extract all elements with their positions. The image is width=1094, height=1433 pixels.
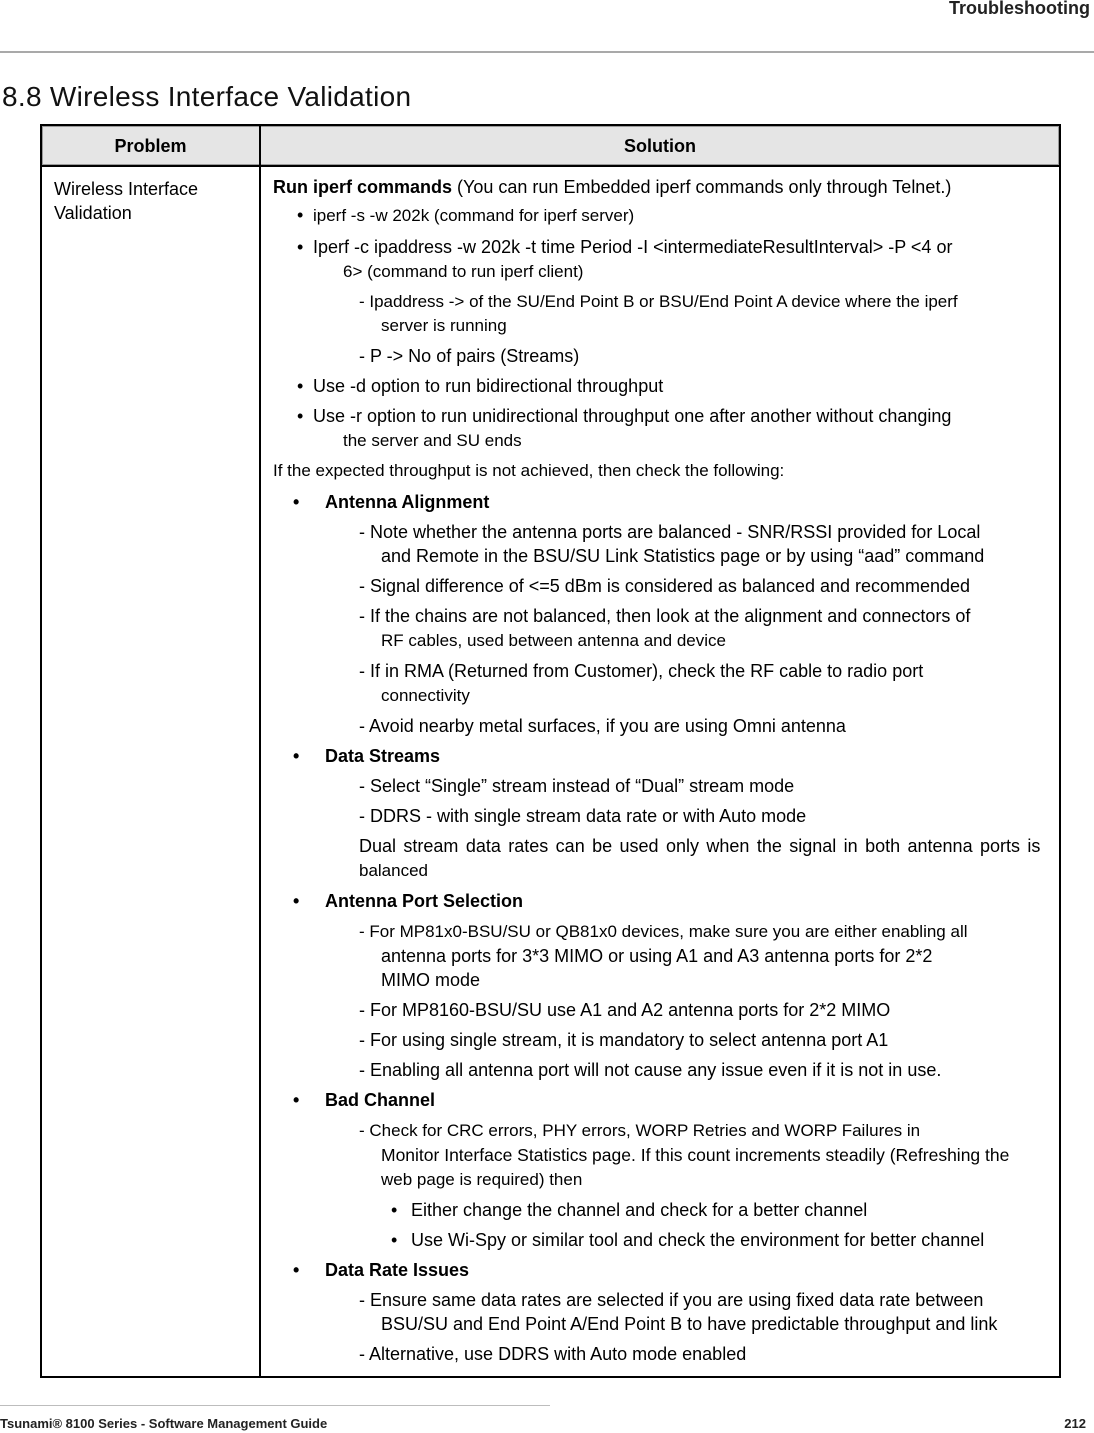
- bullet-opt-r: • Use -r option to run unidirectional throughput one after another without changing the server and SU ends: [273, 404, 1078, 453]
- heading-data-rate: • Data Rate Issues: [293, 1260, 470, 1280]
- run-iperf-heading: Run iperf commands: [273, 177, 453, 197]
- header-problem: Problem: [114, 136, 187, 156]
- bullet-icon: •: [297, 376, 304, 396]
- port-item: - For MP81x0-BSU/SU or QB81x0 devices, make sure you are either enabling all antenna ports for 3*3 MIMO or using A1 and A3 antenna ports for 2*2 MIMO mode: [359, 922, 968, 990]
- troubleshooting-table: [40, 124, 1061, 1378]
- channel-item: - Check for CRC errors, PHY errors, WORP Retries and WORP Failures in Monitor Interface Statistics page. If this count increments steadily (Refreshing the web page is required) then: [359, 1121, 1010, 1189]
- alignment-item: - If the chains are not balanced, then look at the alignment and connectors of RF cables, used between antenna and device: [359, 606, 971, 650]
- bullet-icon: •: [297, 237, 304, 257]
- alignment-item: - If in RMA (Returned from Customer), check the RF cable to radio port connectivity: [359, 661, 924, 705]
- rate-item: - Alternative, use DDRS with Auto mode enabled: [359, 1344, 747, 1364]
- footer-rule: [0, 1405, 550, 1406]
- table-header: [42, 126, 1059, 167]
- alignment-item: - Avoid nearby metal surfaces, if you are using Omni antenna: [359, 716, 846, 736]
- bullet-icon: •: [391, 1230, 398, 1250]
- bullet-server-cmd: • iperf -s -w 202k (command for iperf server): [273, 203, 1078, 228]
- bullet-icon: •: [297, 205, 304, 225]
- streams-item: - Select “Single” stream instead of “Dual” stream mode: [359, 776, 795, 796]
- problem-line: Validation: [54, 203, 132, 223]
- heading-bad-channel: • Bad Channel: [293, 1090, 436, 1110]
- streams-item: - DDRS - with single stream data rate or with Auto mode: [359, 806, 807, 826]
- problem-cell: [54, 177, 254, 225]
- running-header: Troubleshooting: [949, 0, 1090, 18]
- alignment-item: - Note whether the antenna ports are balanced - SNR/RSSI provided for Local and Remote in the BSU/SU Link Statistics page or by using “aad” command: [359, 522, 985, 566]
- heading-data-streams: • Data Streams: [293, 746, 441, 766]
- footer-guide-title: Tsunami® 8100 Series - Software Management Guide: [0, 1416, 328, 1431]
- alignment-item: - Signal difference of <=5 dBm is considered as balanced and recommended: [359, 576, 971, 596]
- bullet-icon: •: [293, 891, 300, 911]
- column-divider: [259, 126, 261, 1376]
- port-item: - For MP8160-BSU/SU use A1 and A2 antenna ports for 2*2 MIMO: [359, 1000, 891, 1020]
- channel-subitem: • Use Wi-Spy or similar tool and check the environment for better channel: [391, 1230, 985, 1250]
- bullet-icon: •: [293, 1090, 300, 1110]
- port-item: - For using single stream, it is mandatory to select antenna port A1: [359, 1030, 889, 1050]
- bullet-opt-d: • Use -d option to run bidirectional throughput: [273, 374, 1078, 398]
- bullet-client-cmd: • Iperf -c ipaddress -w 202k -t time Period -I <intermediateResultInterval> -P <4 or 6> (command to run iperf client): [273, 235, 1078, 284]
- bullet-icon: •: [297, 406, 304, 426]
- bullet-icon: •: [293, 492, 300, 512]
- bullet-icon: •: [293, 746, 300, 766]
- section-title: 8.8 Wireless Interface Validation: [2, 80, 412, 112]
- ipaddress-note: - Ipaddress -> of the SU/End Point B or BSU/End Point A device where the iperf server is running: [359, 292, 958, 335]
- solution-cell: [273, 175, 1078, 1366]
- run-iperf-line: [273, 175, 1078, 199]
- problem-line: Wireless Interface: [54, 179, 199, 199]
- expected-throughput: If the expected throughput is not achieved, then check the following:: [273, 461, 785, 480]
- header-rule: [0, 51, 1094, 53]
- channel-subitem: • Either change the channel and check for a better channel: [391, 1200, 868, 1220]
- pairs-note: - P -> No of pairs (Streams): [359, 346, 580, 366]
- page-number: 212: [1064, 1416, 1086, 1431]
- run-iperf-note: (You can run Embedded iperf commands only through Telnet.): [452, 177, 952, 197]
- heading-antenna-alignment: • Antenna Alignment: [293, 492, 490, 512]
- heading-antenna-port: • Antenna Port Selection: [293, 891, 524, 911]
- bullet-icon: •: [391, 1200, 398, 1220]
- streams-item: Dual stream data rates can be used only when the signal in both antenna ports is balanced: [359, 836, 1041, 880]
- port-item: - Enabling all antenna port will not cause any issue even if it is not in use.: [359, 1060, 942, 1080]
- rate-item: - Ensure same data rates are selected if you are using fixed data rate between BSU/SU and End Point A/End Point B to have predictable throughput and link: [359, 1290, 998, 1334]
- header-solution: Solution: [624, 136, 696, 156]
- bullet-icon: •: [293, 1260, 300, 1280]
